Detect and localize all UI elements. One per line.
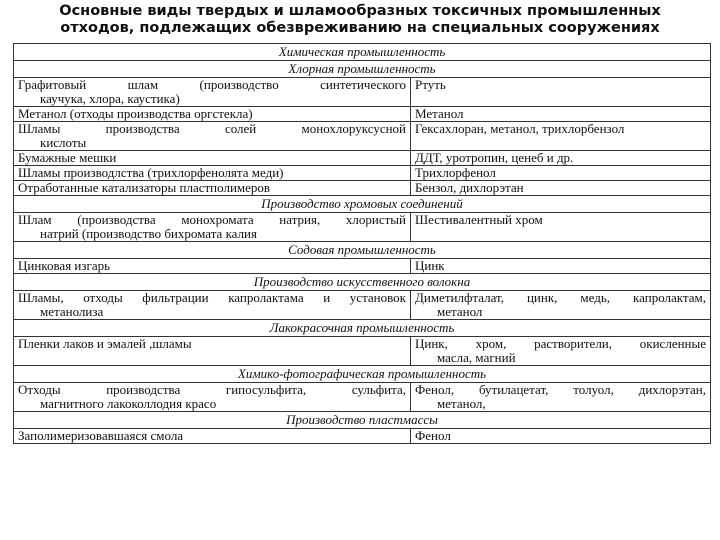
waste-text-continuation: натрий (производство бихромата калия xyxy=(40,226,257,241)
waste-text-continuation: каучука, хлора, каустика) xyxy=(40,91,180,106)
toxin-text: Цинк xyxy=(415,258,445,273)
waste-text: Шламы производства солей монохлоруксусной xyxy=(18,121,406,136)
title-line-1: Основные виды твердых и шламообразных токсичных промышленных xyxy=(59,3,661,19)
toxin-cell xyxy=(411,151,711,166)
table-body xyxy=(14,44,711,444)
waste-cell xyxy=(14,166,411,181)
waste-cell xyxy=(14,122,411,151)
toxin-text: Фенол xyxy=(415,428,451,443)
table-row xyxy=(14,181,711,196)
waste-cell xyxy=(14,337,411,366)
waste-text: Цинковая изгарь xyxy=(18,258,111,273)
toxin-cell xyxy=(411,429,711,444)
waste-cell xyxy=(14,181,411,196)
category-cell: Химико-фотографическая промышленность xyxy=(14,366,711,383)
category-cell: Производство хромовых соединений xyxy=(14,196,711,213)
toxin-text-continuation: масла, магний xyxy=(437,350,516,365)
toxin-text: Трихлорфенол xyxy=(415,165,496,180)
toxin-text: Ртуть xyxy=(415,77,446,92)
table-row xyxy=(14,107,711,122)
category-cell: Лакокрасочная промышленность xyxy=(14,320,711,337)
table-row xyxy=(14,78,711,107)
toxic-waste-table xyxy=(13,43,711,444)
toxin-text-continuation: метанол, xyxy=(437,396,486,411)
category-cell: Производство искусственного волокна xyxy=(14,274,711,291)
category-row xyxy=(14,61,711,78)
toxin-cell xyxy=(411,337,711,366)
toxin-cell xyxy=(411,181,711,196)
category-row xyxy=(14,366,711,383)
category-row xyxy=(14,274,711,291)
page-title xyxy=(0,3,720,37)
toxin-cell xyxy=(411,259,711,274)
toxin-text: Гексахлоран, метанол, трихлорбензол xyxy=(415,121,625,136)
waste-text: Шламы производлства (трихлорфенолята меди) xyxy=(18,165,284,180)
table-header-cell: Химическая промышленность xyxy=(14,44,711,61)
category-row xyxy=(14,196,711,213)
category-cell: Производство пластмассы xyxy=(14,412,711,429)
waste-text: Отходы производства гипосульфита, сульфита, xyxy=(18,382,406,397)
waste-cell xyxy=(14,107,411,122)
toxin-cell xyxy=(411,213,711,242)
toxin-text: ДДТ, уротропин, ценеб и др. xyxy=(415,150,574,165)
waste-text: Графитовый шлам (производство синтетического xyxy=(18,77,406,92)
category-cell: Хлорная промышленность xyxy=(14,61,711,78)
toxin-cell xyxy=(411,122,711,151)
waste-text: Отработанные катализаторы пластполимеров xyxy=(18,180,271,195)
category-cell: Содовая промышленность xyxy=(14,242,711,259)
waste-text: Метанол (отходы производства оргстекла) xyxy=(18,106,253,121)
waste-text: Заполимеризовавшаяся смола xyxy=(18,428,184,443)
waste-text: Шламы, отходы фильтрации капролактама и установок xyxy=(18,290,406,305)
waste-text-continuation: магнитного лакоколлодия красо xyxy=(40,396,217,411)
table-header-row xyxy=(14,44,711,61)
table-row xyxy=(14,429,711,444)
toxin-text: Цинк, хром, растворители, окисленные xyxy=(415,336,707,351)
toxin-text: Бензол, дихлорэтан xyxy=(415,180,524,195)
table-row xyxy=(14,259,711,274)
table-row xyxy=(14,213,711,242)
toxin-text: Метанол xyxy=(415,106,464,121)
waste-text: Бумажные мешки xyxy=(18,150,117,165)
waste-text-continuation: кислоты xyxy=(40,135,87,150)
waste-text: Пленки лаков и эмалей ,шламы xyxy=(18,336,192,351)
table-row xyxy=(14,151,711,166)
category-row xyxy=(14,320,711,337)
toxin-cell xyxy=(411,107,711,122)
waste-cell xyxy=(14,429,411,444)
toxin-cell xyxy=(411,383,711,412)
toxin-text: Шестивалентный хром xyxy=(415,212,543,227)
table-row xyxy=(14,122,711,151)
table-row xyxy=(14,337,711,366)
table-row xyxy=(14,291,711,320)
category-row xyxy=(14,412,711,429)
waste-cell xyxy=(14,213,411,242)
table-row xyxy=(14,383,711,412)
toxin-text-continuation: метанол xyxy=(437,304,483,319)
toxin-cell xyxy=(411,78,711,107)
toxin-text: Фенол, бутилацетат, толуол, дихлорэтан, xyxy=(415,382,707,397)
waste-text-continuation: метанолиза xyxy=(40,304,104,319)
waste-text: Шлам (производства монохромата натрия, хлористый xyxy=(18,212,406,227)
waste-cell xyxy=(14,151,411,166)
toxin-cell xyxy=(411,291,711,320)
waste-cell xyxy=(14,291,411,320)
waste-cell xyxy=(14,383,411,412)
title-line-2: отходов, подлежащих обезвреживанию на специальных сооружениях xyxy=(60,20,660,36)
waste-cell xyxy=(14,259,411,274)
category-row xyxy=(14,242,711,259)
toxin-cell xyxy=(411,166,711,181)
table-row xyxy=(14,166,711,181)
toxin-text: Диметилфталат, цинк, медь, капролактам, xyxy=(415,290,707,305)
waste-cell xyxy=(14,78,411,107)
